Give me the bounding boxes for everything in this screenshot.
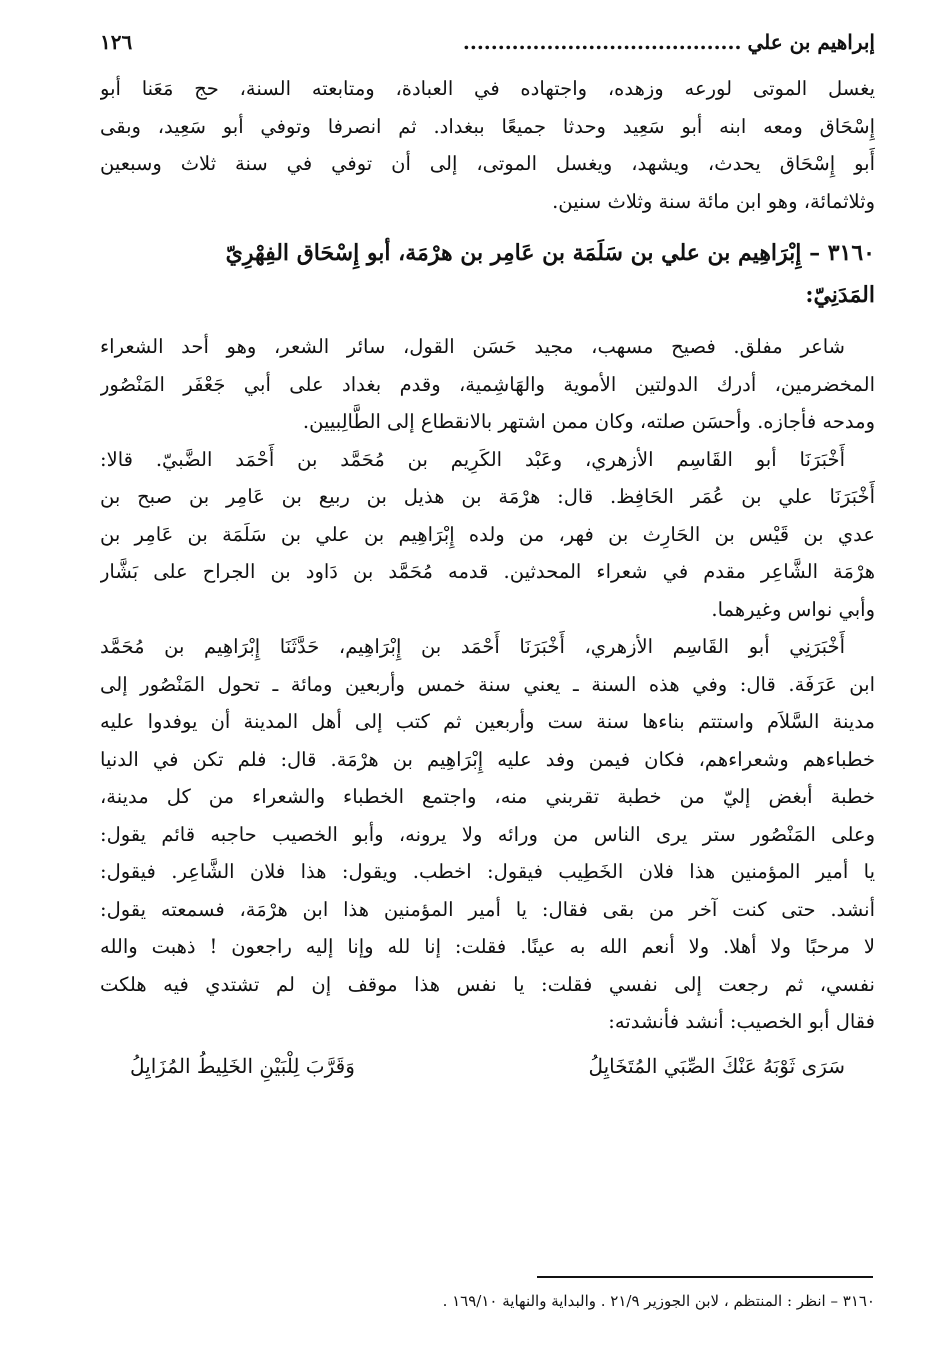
text-line: أَخْبَرَنَا علي بن عُمَر الحَافِظ. قال: هرْمَة بن هذيل بن ربيع بن عَامِر بن صبح بن	[100, 485, 875, 508]
text-line: إِسْحَاق ومعه ابنه أبو سَعِيد وحدثا جميعًا ببغداد. ثم انصرفا وتوفي أبو سَعِيد، وبقى	[100, 114, 875, 138]
verse-second-hemistich: وَقَرَّبَ لِلْبَيْنِ الخَلِيطُ المُزَايِلُ	[130, 1053, 355, 1078]
text-line: أَخْبَرَنَا أبو القَاسِم الأزهري، وعَبْد الكَرِيم بن مُحَمَّد بن أَحْمَد الضَّبيّ. قالا:	[100, 447, 845, 471]
text-line: المخضرمين، أدرك الدولتين الأموية والهَاشِمية، وقدم بغداد على أبي جَعْفَر المَنْصُور	[100, 372, 875, 396]
footnote-rule	[537, 1276, 873, 1278]
footnote: ٣١٦٠ – انظر : المنتظم ، لابن الجوزير ٢١/٩ . والبداية والنهاية ١٦٩/١٠ .	[442, 1292, 875, 1310]
text-line: ابن عَرَفَة. قال: وفي هذه السنة ـ يعني سنة خمس وأربعين ومائة ـ تحول المَنْصُور إلى	[100, 672, 875, 696]
text-line: أنشد. حتى كنت آخر من بقى فقال: يا أمير المؤمنين هذا ابن هرْمَة، فسمعته يقول:	[100, 897, 875, 921]
header-dots: ........................................	[462, 30, 742, 54]
text-line: يغسل الموتى لورعه وزهده، واجتهاده في العبادة، ومتابعته السنة، حج مَعَنا أبو	[100, 77, 875, 100]
entry-title: ٣١٦٠ – إِبْرَاهِيم بن علي بن سَلَمَة بن عَامِر بن هرْمَة، أبو إِسْحَاق الفِهْرِيّ	[225, 240, 875, 266]
text-line: يا أمير المؤمنين هذا فلان الخَطِيب فيقول: اخطب. ويقول: هذا فلان الشَّاعِر. فيقول:	[100, 860, 875, 883]
text-line: نفسي، ثم رجعت إلى نفسي فقلت: يا نفس هذا موقف إن لم تشتدي فيه هلكت	[100, 972, 875, 996]
text-line: خطبة أبغض إليّ من خطبة تقربني منه، واجتمع الخطباء والشعراء من كل مدينة،	[100, 785, 875, 808]
text-line: لا مرحبًا ولا أهلا. ولا أنعم الله به عينًا. فقلت: إنا لله وإنا إليه راجعون ! ذهبت والله	[100, 935, 875, 958]
text-line: شاعر مفلق. فصيح مسهب، مجيد حَسَن القول، سائر الشعر، وهو أحد الشعراء	[100, 335, 845, 358]
text-line: أَبو إِسْحَاق يحدث، ويشهد، ويغسل الموتى، إلى أن توفي في سنة ثلاث وسبعين	[100, 152, 875, 175]
text-line: وعلى المَنْصُور ستر يرى الناس من ورائه ولا يرونه، وأبو الخصيب حاجبه قائم يقول:	[100, 822, 875, 846]
text-line: أَخْبَرَنِي أبو القَاسِم الأزهري، أَخْبَرَنَا أَحْمَد بن إِبْرَاهِيم، حَدَّثَنَا إِبْرَاهِيم بن مُحَمَّد	[100, 635, 845, 658]
verse-first-hemistich: سَرَى ثَوْبَهُ عَنْكَ الصِّبَي المُتَخَايِلُ	[588, 1053, 845, 1078]
book-page	[100, 30, 875, 1091]
text-line: عدي بن قَيْس بن الحَارِث بن فهر، من ولده إِبْرَاهِيم بن علي بن سَلَمَة بن عَامِر بن	[100, 522, 875, 546]
paragraph-4	[100, 628, 875, 1041]
running-title: إبراهيم بن علي	[747, 30, 875, 54]
text-line: وثلاثمائة، وهو ابن مائة سنة وثلاث سنين.	[552, 189, 875, 213]
page-header	[100, 30, 875, 70]
entry-title-cont: المَدَنِيّ:	[805, 282, 875, 308]
poem-verse	[100, 1041, 875, 1091]
page-number: ١٢٦	[100, 30, 133, 54]
text-line: وأبي نواس وغيرهما.	[711, 597, 875, 621]
text-line: ومدحه فأجازه. وأحسَن صلته، وكان ممن اشتهر بالانقطاع إلى الطَّالِبيين.	[302, 410, 875, 433]
text-line: مدينة السَّلاَم واستتم بناءها سنة ست وأربعين ثم كتب إلى أهل المدينة أن يوفدوا عليه	[100, 710, 875, 733]
paragraph-3	[100, 441, 875, 629]
text-line: هرْمَة الشَّاعِر مقدم في شعراء المحدثين. قدمه مُحَمَّد بن دَاود بن الجراح على بَشَّار	[100, 560, 875, 583]
paragraph-1	[100, 70, 875, 220]
paragraph-2	[100, 328, 875, 441]
text-line: فقال أبو الخصيب: أنشد فأنشدته:	[608, 1010, 875, 1033]
text-line: خطباءهم وشعراءهم، فكان فيمن وفد عليه إِبْرَاهِيم بن هرْمَة. قال: فلم تكن في الدنيا	[100, 747, 875, 771]
